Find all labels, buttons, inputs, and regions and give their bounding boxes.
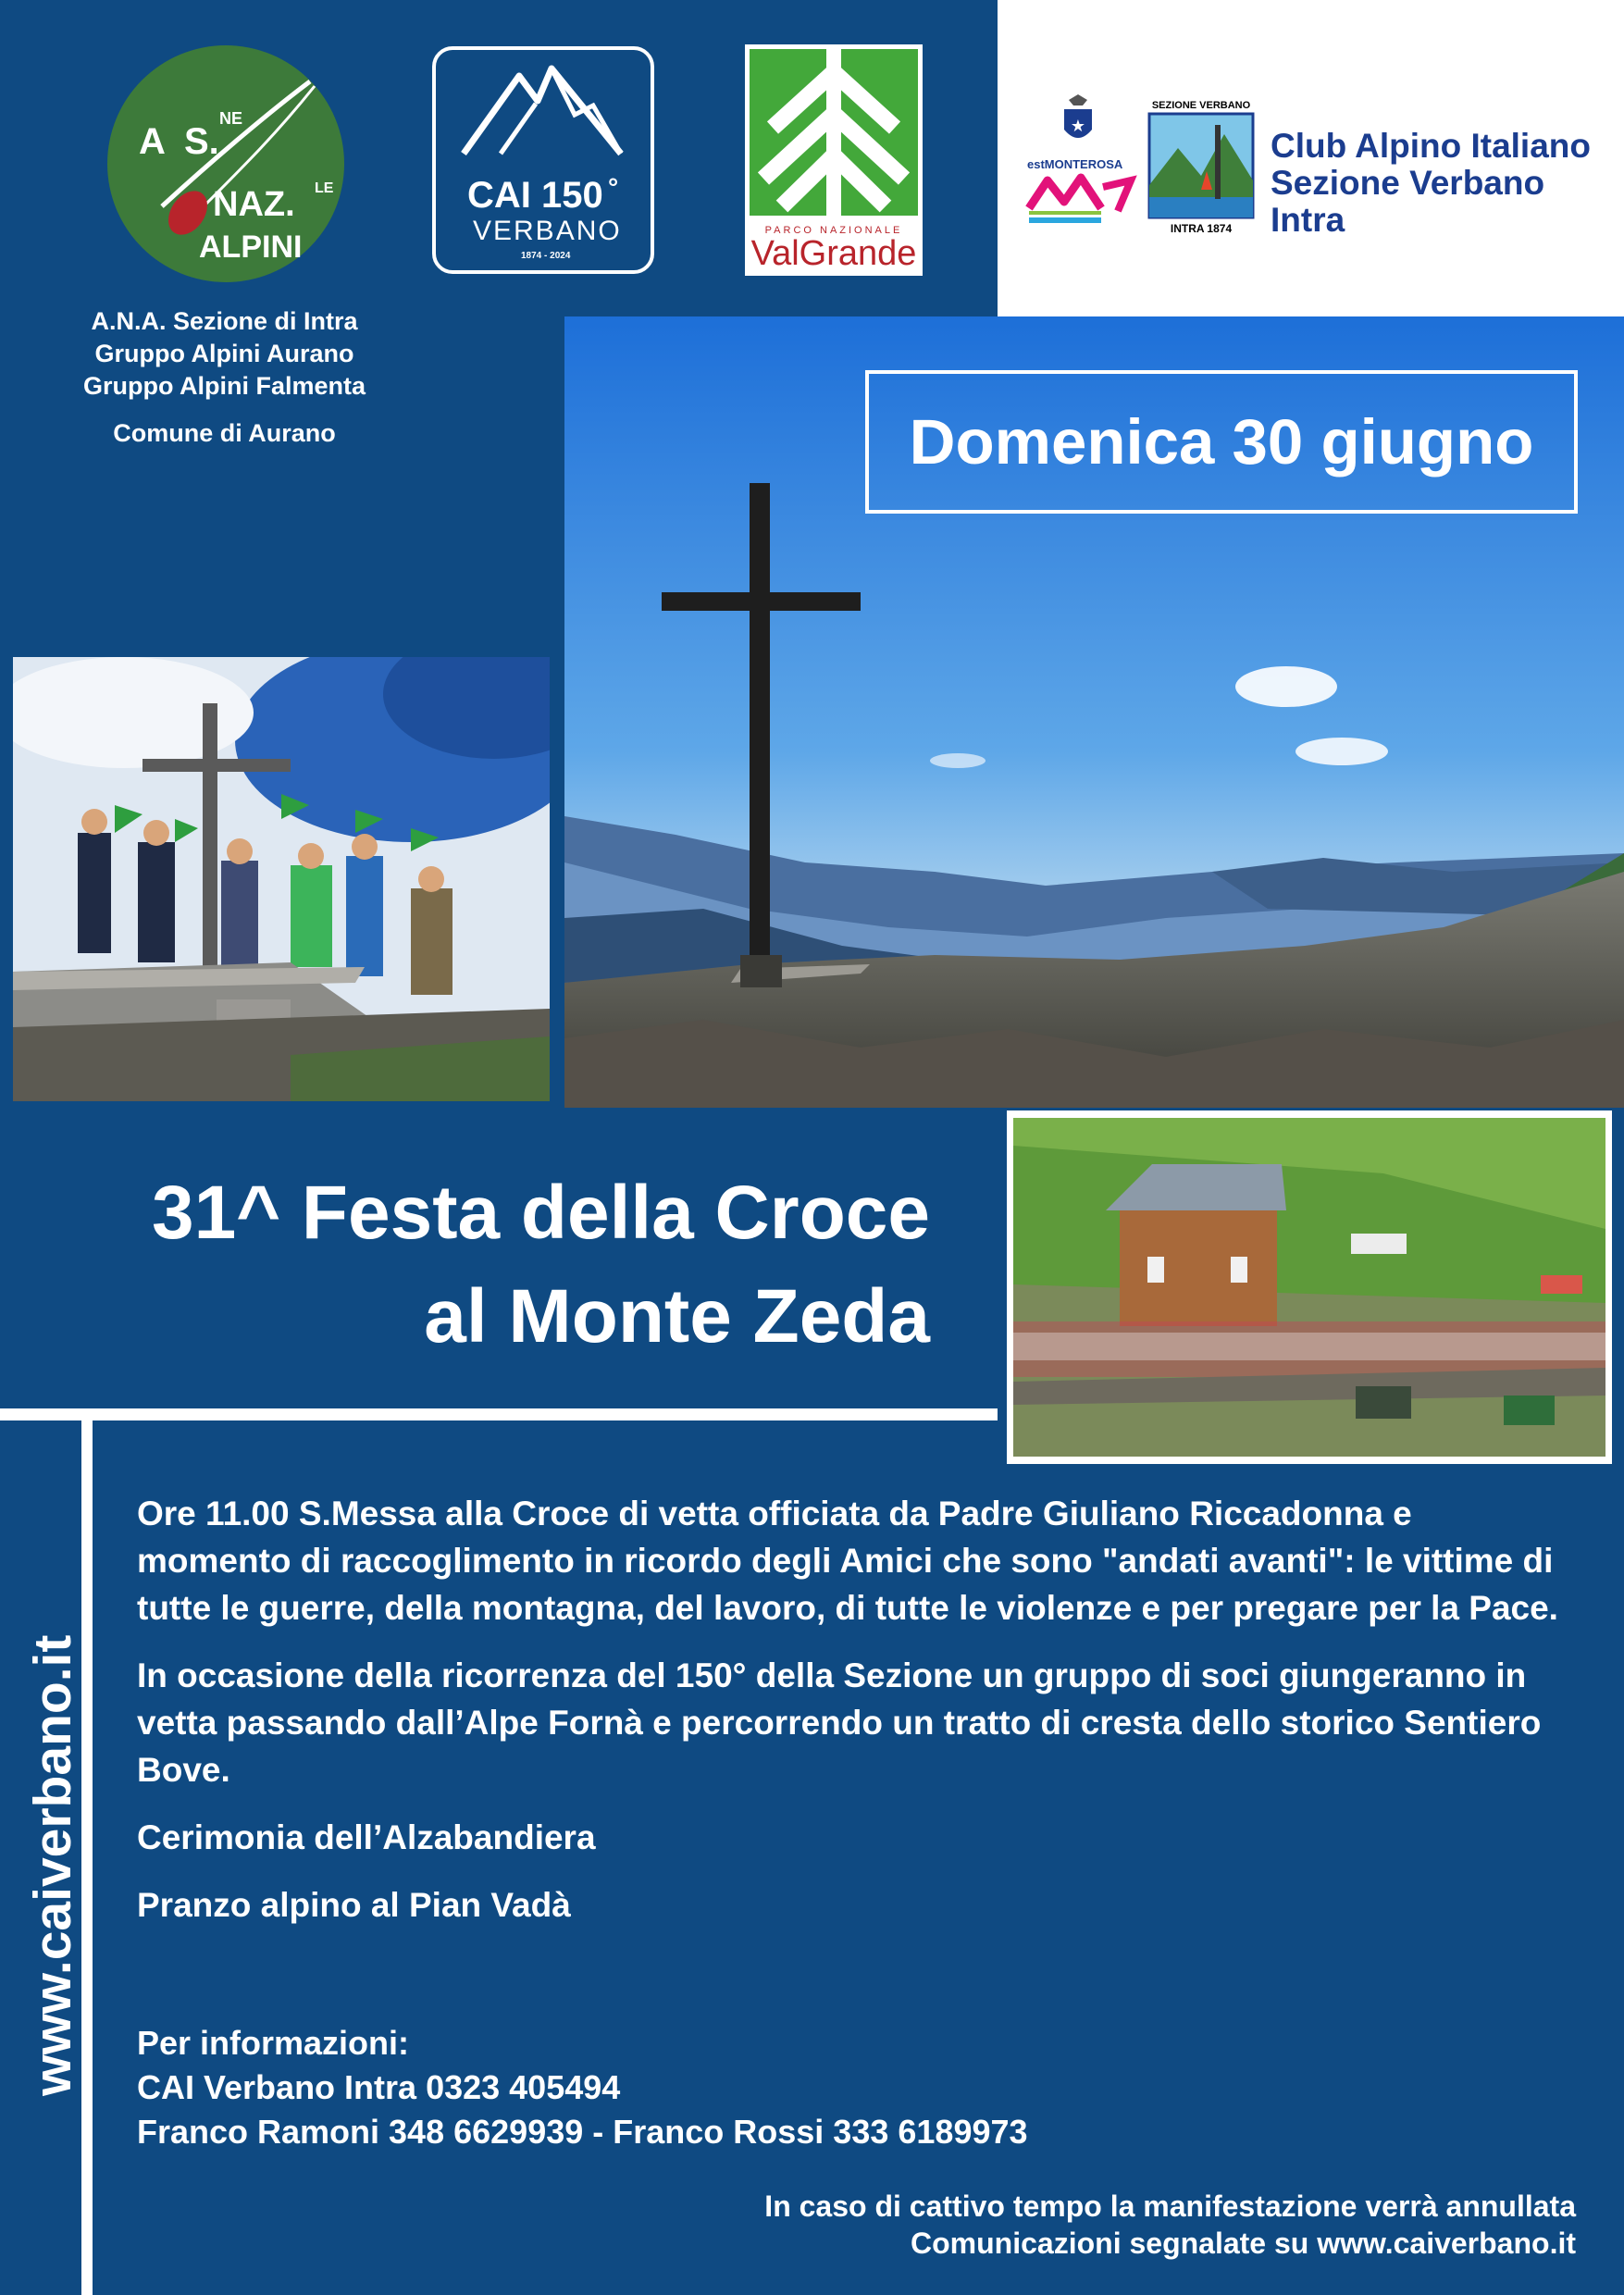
weather-notice-line2: Comunicazioni segnalate su www.caiverbano.it (911, 2227, 1576, 2260)
organizer-comune: Comune di Aurano (113, 419, 336, 447)
contact-cai: CAI Verbano Intra 0323 405494 (137, 2068, 621, 2106)
contact-info (137, 2021, 1340, 2154)
weather-notice (558, 2188, 1576, 2262)
cai150-years: 1874 - 2024 (521, 251, 571, 261)
ana-logo-alpini: ALPINI (199, 230, 303, 265)
organizer-ana: A.N.A. Sezione di Intra (91, 307, 358, 335)
cai-name (1271, 128, 1624, 239)
sezione-verbano-logo (1146, 97, 1257, 238)
event-program (137, 1490, 1571, 1949)
cai150-title: CAI 150 (467, 175, 603, 216)
organizer-falmenta: Gruppo Alpini Falmenta (82, 372, 366, 400)
estmonterosa-logo (1018, 93, 1138, 241)
side-website-url: www.caiverbano.it (23, 1634, 82, 2096)
contact-heading: Per informazioni: (137, 2024, 410, 2062)
valgrande-name: ValGrande (750, 234, 917, 273)
ana-logo-le: LE (315, 180, 334, 196)
program-lunch: Pranzo alpino al Pian Vadà (137, 1886, 571, 1924)
event-title (28, 1161, 930, 1369)
group-flags-photo (13, 657, 550, 1101)
organizers-list (37, 305, 412, 450)
valgrande-logo (745, 44, 923, 276)
event-title-line1: 31^ Festa della Croce (152, 1171, 930, 1255)
contact-persons: Franco Ramoni 348 6629939 - Franco Rossi 333 6189973 (137, 2113, 1028, 2151)
event-title-line2: al Monte Zeda (424, 1274, 930, 1358)
organizer-aurano: Gruppo Alpini Aurano (94, 340, 354, 367)
hut-crowd-photo (1013, 1118, 1605, 1457)
weather-notice-line1: In caso di cattivo tempo la manifestazione verrà annullata (764, 2190, 1576, 2223)
valgrande-top: PARCO NAZIONALE (764, 225, 903, 236)
sezione-logo-bottom: INTRA 1874 (1170, 222, 1233, 235)
sezione-logo-top: SEZIONE VERBANO (1151, 100, 1251, 111)
program-150-anniversary: In occasione della ricorrenza del 150° della Sezione un gruppo di soci giungeranno in vetta passando dall’Alpe Fornà e percorrendo un tratto di cresta dello storico Sentiero Bove. (137, 1656, 1542, 1789)
ana-logo-a: A (139, 121, 166, 162)
program-mass: Ore 11.00 S.Messa alla Croce di vetta officiata da Padre Giuliano Riccadonna e momento di raccoglimento in ricordo degli Amici che sono "andati avanti": le vittime di tutte le guerre, della montagna, del lavoro, di tutte le violenze e per pregare per la Pace. (137, 1495, 1558, 1627)
estmonterosa-label: estMONTEROSA (1027, 157, 1123, 171)
svg-text:★: ★ (1070, 117, 1086, 135)
ana-logo (106, 44, 345, 283)
program-flag-ceremony: Cerimonia dell’Alzabandiera (137, 1818, 596, 1856)
ana-logo-ne: NE (219, 109, 243, 128)
cai-name-line2: Sezione Verbano Intra (1271, 164, 1545, 239)
ana-logo-s: S. (184, 121, 219, 162)
event-date: Domenica 30 giugno (865, 370, 1578, 514)
ana-logo-naz: NAZ. (213, 185, 295, 224)
cai-name-line1: Club Alpino Italiano (1271, 127, 1591, 165)
cai150-degree: ° (608, 173, 619, 202)
cai150-sub: VERBANO (473, 216, 622, 246)
cai150-logo (432, 46, 654, 274)
